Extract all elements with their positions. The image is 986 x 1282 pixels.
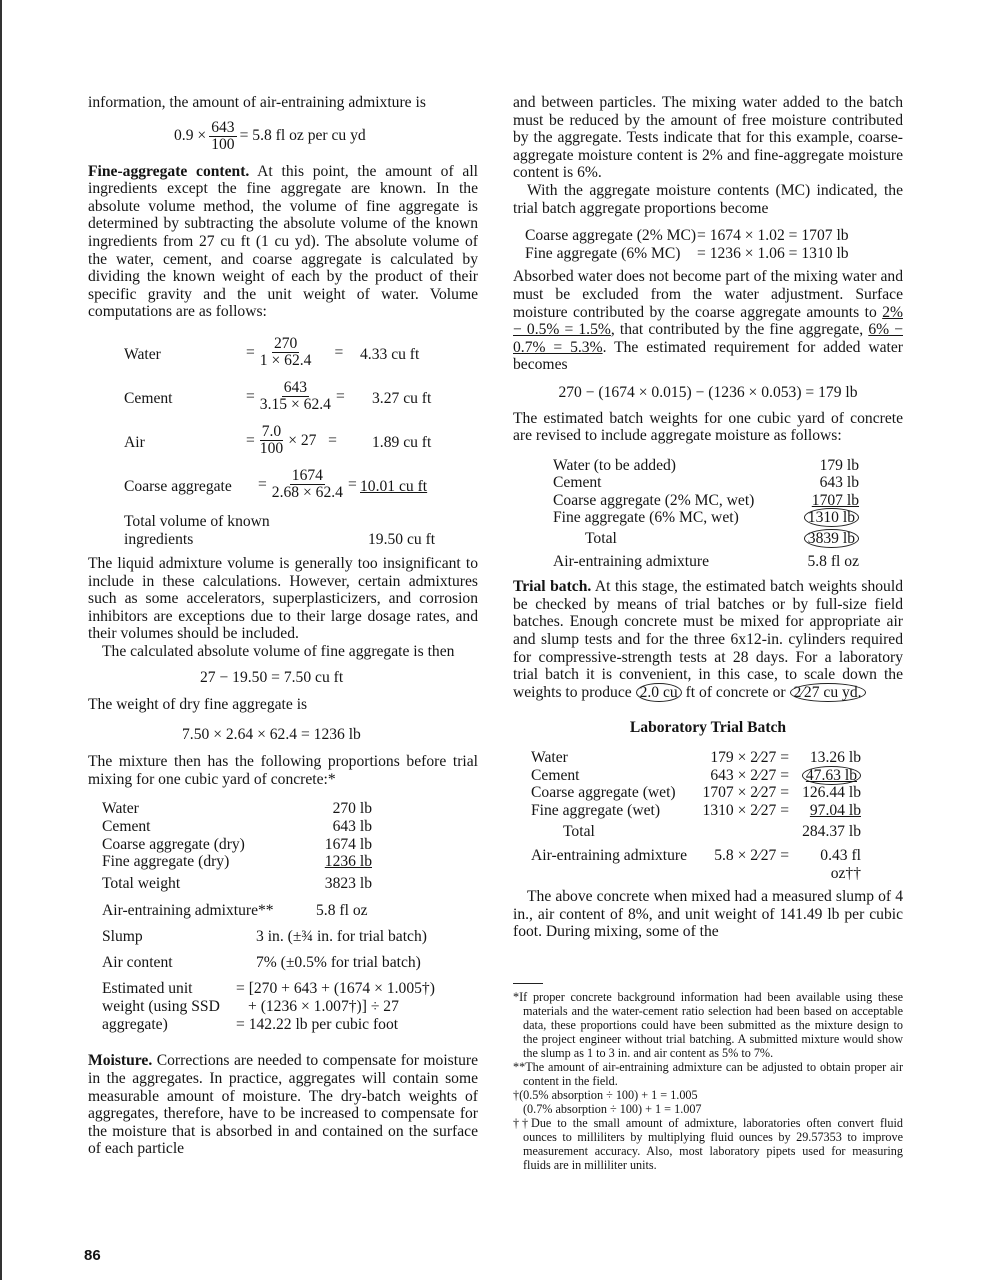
table-row: Water 270 lb: [102, 800, 372, 818]
mixture-specs: Air-entraining admixture** 5.8 fl oz Slump 3 in. (±¾ in. for trial batch) Air content 7% (±0.5% for trial batch) Estimated unit weight (using SSD aggregate) = [270 + 643 + (1674 × 1.005†) + (1236 × 1.007†)] ÷ 27 = 142.22 lb per cubic foot: [102, 902, 435, 1034]
result-paragraph: The above concrete when mixed had a measured slump of 4 in., air content of 8%, and unit weight of 141.49 lb per cubic foot. During mixing, some of the: [513, 888, 903, 941]
batch-weights-table: [553, 457, 859, 571]
volume-row-air: Air = $\frac{7.0}{100}$ × 27 = 1.89 cu ft: [124, 423, 432, 458]
table-row-total: Total 3839 lb: [553, 527, 859, 548]
volume-row-water: Water = $\frac{270}{1 \times 62.4}$ = 4.33 cu ft: [124, 335, 420, 370]
table-row: Water (to be added) 179 lb: [553, 456, 859, 474]
moisture-continued-paragraph: and between particles. The mixing water added to the batch must be reduced by the amount of free moisture contributed by the aggregate. Tests indicate that for this example, coarse-aggregate moisture content is 2% and fine-aggregate moisture content is 6%.: [513, 94, 903, 182]
dry-weight-paragraph: The weight of dry fine aggregate is: [88, 696, 308, 714]
volume-row-cement: Cement = $\frac{643}{3.15 \times 62.4}$ = 3.27 cu ft: [124, 379, 432, 414]
footnote-rule: [513, 983, 543, 984]
table-row: Fine aggregate (6% MC) = 1236 × 1.06 = 1310 lb: [525, 244, 849, 262]
fine-aggregate-paragraph: Fine-aggregate content. At this point, the amount of all ingredients except the fine aggregate are known. In the absolute volume method, the volume of fine aggregate is determined by subtracting the absolute volume of the known ingredients from 27 cu ft (1 cu yd). The absolute volume of the water, cement, and coarse aggregate is calculated by dividing the known weight of each by the product of their specific gravity and the unit weight of water. Volume computations are as follows:: [88, 162, 478, 321]
total-known-volume: Total volume of known ingredients 19.50 cu ft: [124, 512, 436, 548]
page-number: 86: [84, 1247, 101, 1264]
table-row-total: Total 284.37 lb: [563, 823, 861, 841]
added-water-equation: 270 − (1674 × 0.015) − (1236 × 0.053) = 179 lb: [558, 383, 858, 401]
footnotes: [513, 983, 903, 1172]
moisture-content-paragraph: With the aggregate moisture contents (MC) indicated, the trial batch aggregate proportions become: [513, 181, 903, 217]
fraction: $\frac{643}{100}$: [211, 118, 235, 153]
footnote: *If proper concrete background information had been available using these materials and the water-cement ratio selection had been based on acceptable data, these proportions could have been submitted as the mixture design to the project engineer without trial batching. A submitted mixture would show the slump as 1 to 3 in. and air content as 5% to 7%.: [513, 989, 903, 1060]
table-row: Air-entraining admixture 5.8 fl oz: [553, 552, 859, 570]
intro-paragraph: information, the amount of air-entraining admixture is: [88, 94, 426, 111]
table-row: Coarse aggregate (2% MC, wet) 1707 lb: [553, 491, 859, 509]
dry-weight-equation: 7.50 × 2.64 × 62.4 = 1236 lb: [182, 725, 361, 743]
lab-trial-batch-heading: Laboratory Trial Batch: [629, 719, 787, 737]
trial-batch-paragraph: Trial batch. At this stage, the estimated batch weights should be checked by means of trial batches or by full-size field batches. Enough concrete must be mixed for appropriate air and slump tests and for the three 6x12-in. cylinders required for compressive-strength tests at 28 days. For a laboratory trial batch it is convenient, in this case, to scale down the weights to produce 2.0 cu ft of concrete or 2⁄27 cu yd.: [513, 578, 903, 701]
footnote: **The amount of air-entraining admixture can be adjusted to obtain proper air content in the field.: [513, 1059, 903, 1088]
moisture-adjust-table: [525, 227, 905, 262]
footnote: (0.7% absorption ÷ 100) + 1 = 1.007: [523, 1101, 702, 1116]
table-row: Fine aggregate (dry) 1236 lb: [102, 853, 372, 871]
volume-computations: [88, 333, 478, 553]
table-row: Coarse aggregate (2% MC) = 1674 × 1.02 = 1707 lb: [525, 227, 849, 245]
footnote: ††Due to the small amount of admixture, laboratories often convert fluid ounces to milliliters by multiplying fluid ounces by 29.57353 to improve measurement accuracy. Also, most laboratory pipets used for measuring fluids are in milliliter units.: [513, 1115, 903, 1172]
table-row: Cement 643 × 2⁄27 = 47.63 lb: [531, 767, 861, 785]
volume-row-coarse: Coarse aggregate = $\frac{1674}{2.68 \times 62.4}$ = 10.01 cu ft: [124, 467, 428, 502]
left-column: [88, 94, 478, 1158]
table-row: Coarse aggregate (dry) 1674 lb: [102, 835, 372, 853]
liquid-admixture-paragraph: The liquid admixture volume is generally too insignificant to include in these calculations. However, certain admixtures such as some accelerators, superplasticizers, and corrosion inhibitors are exceptions due to their large dosage rates, and their volumes should be included.: [88, 554, 478, 643]
table-row: Cement 643 lb: [553, 474, 859, 492]
admixture-equation: 0.9 × $\frac{643}{100}$ = 5.8 fl oz per cu yd: [174, 118, 366, 153]
proportions-paragraph: The mixture then has the following proportions before trial mixing for one cubic yard of concrete:*: [88, 753, 478, 788]
proportions-table: [102, 800, 372, 892]
table-row: Water 179 × 2⁄27 = 13.26 lb: [531, 749, 861, 766]
table-row: Cement 643 lb: [102, 818, 372, 836]
table-row: Fine aggregate (wet) 1310 × 2⁄27 = 97.04 lb: [531, 801, 861, 819]
table-row: Coarse aggregate (wet) 1707 × 2⁄27 = 126.44 lb: [531, 784, 861, 802]
right-column: [513, 94, 903, 1172]
footnote: †(0.5% absorption ÷ 100) + 1 = 1.005: [513, 1087, 698, 1102]
table-row-total: Total weight 3823 lb: [102, 874, 372, 892]
fine-volume-equation: 27 − 19.50 = 7.50 cu ft: [200, 668, 344, 686]
absorbed-water-paragraph: Absorbed water does not become part of the mixing water and must be excluded from the water adjustment. Surface moisture contributed by the coarse aggregate amounts to 2% − 0.5% = 1.5%, that contributed by the fine aggregate, 6% − 0.7% = 5.3%. The estimated requirement for added water becomes: [513, 268, 903, 374]
table-row: Fine aggregate (6% MC, wet) 1310 lb: [553, 509, 859, 527]
calculated-volume-paragraph: The calculated absolute volume of fine aggregate is then: [102, 642, 455, 660]
moisture-paragraph: Moisture. Corrections are needed to compensate for moisture in the aggregates. In practice, aggregates will contain some measurable amount of moisture. The dry-batch weights of aggregates, therefore, have to be increased to compensate for the moisture that is absorbed in and contained on the surface of each particle: [88, 1052, 478, 1158]
table-row: Air-entraining admixture 5.8 × 2⁄27 = 0.43 fl oz††: [531, 846, 861, 882]
lab-trial-batch-table: [531, 749, 861, 882]
revised-weights-paragraph: The estimated batch weights for one cubic yard of concrete are revised to include aggregate moisture as follows:: [513, 409, 903, 445]
